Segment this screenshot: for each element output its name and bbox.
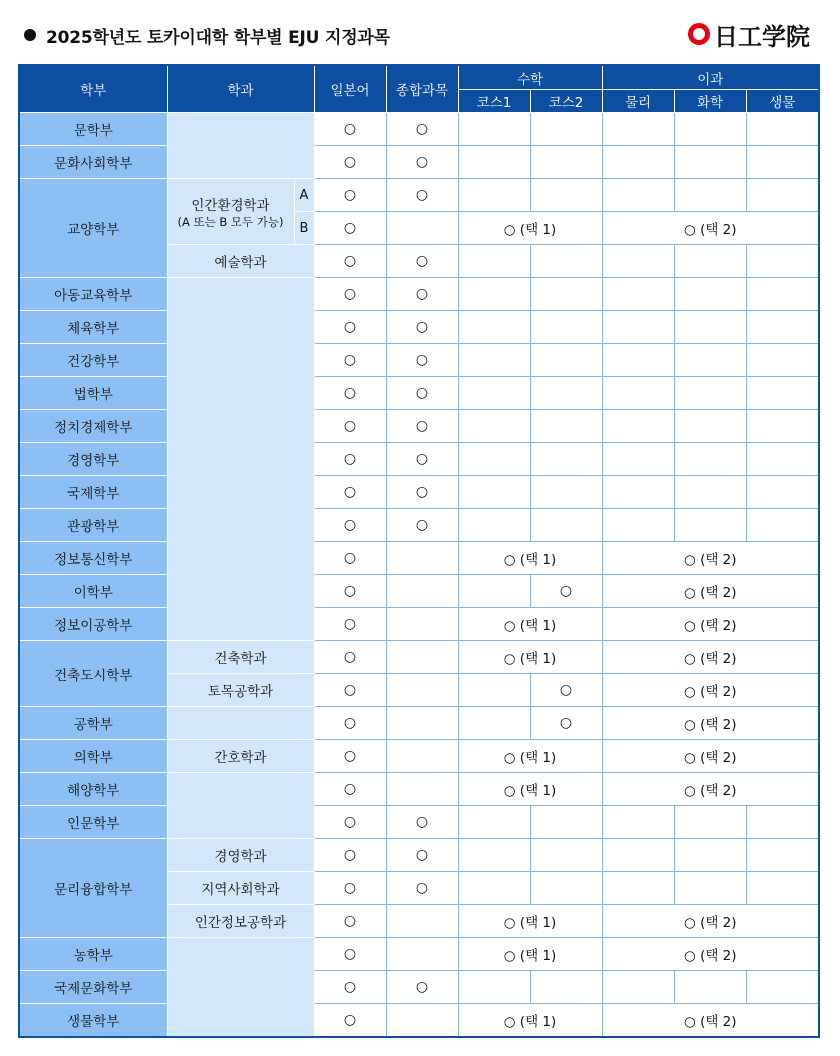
mark-cell: ○ (314, 278, 386, 311)
table-row (19, 311, 819, 344)
faculty-cell: 이학부 (19, 575, 167, 608)
math-choice-cell: ○ (택 1) (458, 905, 602, 938)
table-row (19, 971, 819, 1004)
mark-cell: ○ (314, 806, 386, 839)
faculty-cell: 문학부 (19, 113, 167, 146)
mark-cell: ○ (314, 146, 386, 179)
table-row (19, 443, 819, 476)
mark-cell: ○ (530, 575, 602, 608)
mark-cell: ○ (530, 674, 602, 707)
mark-cell: ○ (314, 707, 386, 740)
header-course1: 코스1 (458, 90, 530, 113)
science-choice-cell: ○ (택 2) (602, 707, 819, 740)
mark-cell: ○ (314, 905, 386, 938)
mark-cell: ○ (386, 311, 458, 344)
header-physics: 물리 (602, 90, 674, 113)
table-row (19, 509, 819, 542)
faculty-cell: 정보이공학부 (19, 608, 167, 641)
department-cell (167, 707, 314, 740)
mark-cell: ○ (386, 806, 458, 839)
mark-cell: ○ (314, 410, 386, 443)
table-row (19, 740, 819, 773)
logo-text: 日工学院 (714, 22, 810, 51)
mark-cell: ○ (314, 971, 386, 1004)
faculty-cell: 생물학부 (19, 1004, 167, 1038)
mark-cell: ○ (314, 179, 386, 212)
faculty-cell: 농학부 (19, 938, 167, 971)
mark-cell: ○ (386, 344, 458, 377)
mark-cell: ○ (386, 476, 458, 509)
faculty-cell: 해양학부 (19, 773, 167, 806)
faculty-cell: 국제문화학부 (19, 971, 167, 1004)
table-row (19, 839, 819, 872)
faculty-cell: 문리융합학부 (19, 839, 167, 938)
department-cell (167, 278, 314, 641)
mark-cell: ○ (530, 707, 602, 740)
mark-cell: ○ (386, 146, 458, 179)
math-choice-cell: ○ (택 1) (458, 938, 602, 971)
page-title: 2025학년도 토카이대학 학부별 EJU 지정과목 (46, 27, 390, 48)
mark-cell: ○ (314, 1004, 386, 1038)
faculty-cell: 경영학부 (19, 443, 167, 476)
mark-cell: ○ (386, 839, 458, 872)
eju-subject-table (18, 64, 820, 1038)
mark-cell: ○ (386, 410, 458, 443)
faculty-cell: 공학부 (19, 707, 167, 740)
mark-cell: ○ (314, 773, 386, 806)
option-label: B (294, 212, 314, 245)
math-choice-cell: ○ (택 1) (458, 608, 602, 641)
table-row (19, 806, 819, 839)
title-area (24, 20, 390, 50)
mark-cell: ○ (386, 872, 458, 905)
science-choice-cell: ○ (택 2) (602, 641, 819, 674)
table-row (19, 542, 819, 575)
table-row (19, 113, 819, 146)
math-choice-cell: ○ (택 1) (458, 641, 602, 674)
faculty-cell: 건축도시학부 (19, 641, 167, 707)
header-science: 이과 (602, 65, 819, 90)
science-choice-cell: ○ (택 2) (602, 575, 819, 608)
department-cell: 경영학과 (167, 839, 314, 872)
mark-cell: ○ (314, 377, 386, 410)
department-cell (167, 773, 314, 839)
table-row (19, 344, 819, 377)
department-cell (167, 938, 314, 1038)
science-choice-cell: ○ (택 2) (602, 740, 819, 773)
table-row (19, 179, 819, 212)
department-cell: 간호학과 (167, 740, 314, 773)
math-choice-cell: ○ (택 1) (458, 1004, 602, 1038)
header-faculty: 학부 (19, 65, 167, 113)
table-row (19, 773, 819, 806)
math-choice-cell: ○ (택 1) (458, 212, 602, 245)
mark-cell: ○ (314, 443, 386, 476)
department-cell: 예술학과 (167, 245, 314, 278)
mark-cell: ○ (386, 278, 458, 311)
mark-cell: ○ (314, 212, 386, 245)
bullet-icon (24, 29, 36, 41)
math-choice-cell: ○ (택 1) (458, 542, 602, 575)
table-row (19, 410, 819, 443)
mark-cell: ○ (386, 443, 458, 476)
faculty-cell: 정치경제학부 (19, 410, 167, 443)
faculty-cell: 체육학부 (19, 311, 167, 344)
mark-cell: ○ (314, 113, 386, 146)
math-choice-cell: ○ (택 1) (458, 773, 602, 806)
logo (688, 16, 810, 52)
faculty-cell: 문화사회학부 (19, 146, 167, 179)
mark-cell: ○ (314, 608, 386, 641)
science-choice-cell: ○ (택 2) (602, 608, 819, 641)
table-row (19, 377, 819, 410)
department-cell: 인간정보공학과 (167, 905, 314, 938)
mark-cell: ○ (314, 641, 386, 674)
mark-cell: ○ (386, 377, 458, 410)
department-cell: 토목공학과 (167, 674, 314, 707)
mark-cell: ○ (314, 674, 386, 707)
science-choice-cell: ○ (택 2) (602, 1004, 819, 1038)
department-cell (167, 179, 294, 245)
faculty-cell: 법학부 (19, 377, 167, 410)
mark-cell: ○ (314, 872, 386, 905)
science-choice-cell: ○ (택 2) (602, 212, 819, 245)
faculty-cell: 정보통신학부 (19, 542, 167, 575)
table-row (19, 146, 819, 179)
mark-cell: ○ (314, 509, 386, 542)
faculty-cell: 건강학부 (19, 344, 167, 377)
mark-cell: ○ (314, 938, 386, 971)
option-label: A (294, 179, 314, 212)
ring-logo-icon (688, 23, 710, 45)
mark-cell: ○ (314, 245, 386, 278)
faculty-cell: 국제학부 (19, 476, 167, 509)
mark-cell: ○ (314, 839, 386, 872)
department-cell: 지역사회학과 (167, 872, 314, 905)
header-department: 학과 (167, 65, 314, 113)
header-chemistry: 화학 (674, 90, 746, 113)
mark-cell: ○ (386, 971, 458, 1004)
mark-cell: ○ (386, 245, 458, 278)
science-choice-cell: ○ (택 2) (602, 938, 819, 971)
mark-cell: ○ (314, 740, 386, 773)
department-name: 인간환경학과 (191, 197, 270, 214)
mark-cell: ○ (314, 542, 386, 575)
table-row (19, 707, 819, 740)
faculty-cell: 관광학부 (19, 509, 167, 542)
mark-cell: ○ (386, 179, 458, 212)
faculty-cell: 인문학부 (19, 806, 167, 839)
mark-cell: ○ (314, 311, 386, 344)
table-row (19, 1004, 819, 1038)
science-choice-cell: ○ (택 2) (602, 542, 819, 575)
department-cell (167, 113, 314, 179)
table-row (19, 938, 819, 971)
faculty-cell: 의학부 (19, 740, 167, 773)
mark-cell: ○ (314, 575, 386, 608)
table-row (19, 641, 819, 674)
header-math: 수학 (458, 65, 602, 90)
department-cell: 건축학과 (167, 641, 314, 674)
faculty-cell: 아동교육학부 (19, 278, 167, 311)
header-biology: 생물 (746, 90, 819, 113)
science-choice-cell: ○ (택 2) (602, 674, 819, 707)
header-course2: 코스2 (530, 90, 602, 113)
table-row (19, 608, 819, 641)
department-note: (A 또는 B 모두 가능) (177, 214, 284, 229)
mark-cell: ○ (314, 476, 386, 509)
science-choice-cell: ○ (택 2) (602, 773, 819, 806)
mark-cell: ○ (386, 509, 458, 542)
science-choice-cell: ○ (택 2) (602, 905, 819, 938)
math-choice-cell: ○ (택 1) (458, 740, 602, 773)
header-general: 종합과목 (386, 65, 458, 113)
table-row (19, 476, 819, 509)
table-row (19, 278, 819, 311)
mark-cell: ○ (386, 113, 458, 146)
mark-cell: ○ (314, 344, 386, 377)
faculty-cell: 교양학부 (19, 179, 167, 278)
table-row (19, 575, 819, 608)
header-japanese: 일본어 (314, 65, 386, 113)
